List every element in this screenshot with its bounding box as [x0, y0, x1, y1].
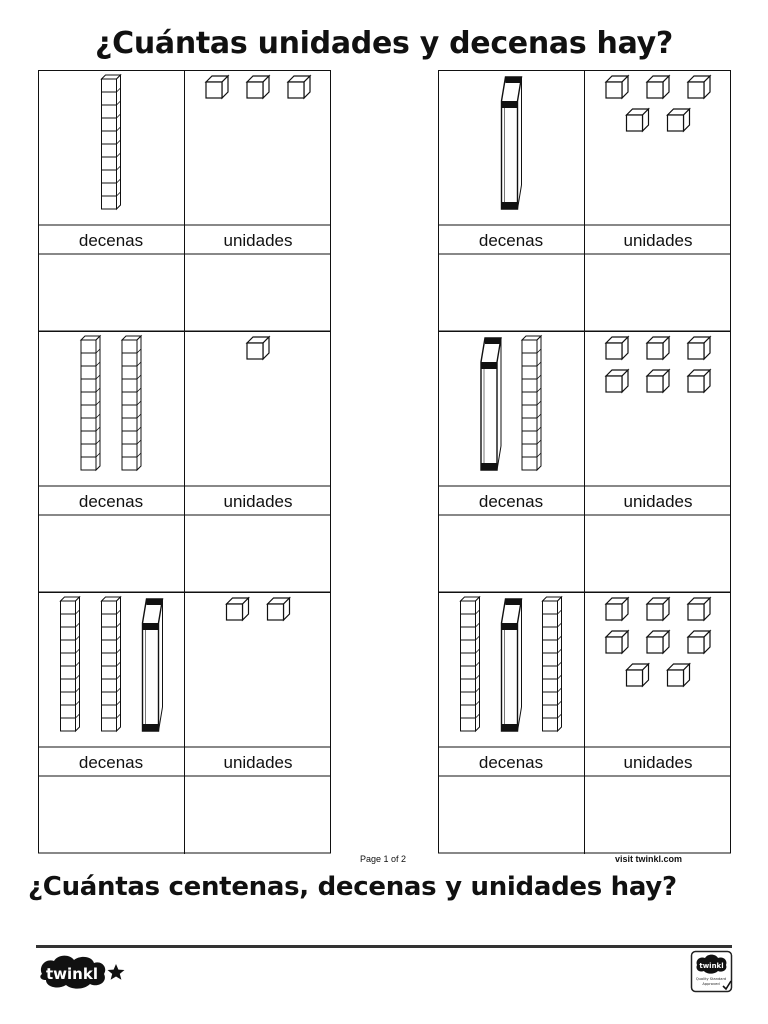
problem-5: [38, 592, 331, 854]
unit-cube-icon: [206, 76, 228, 98]
units-cell: [606, 337, 710, 392]
problem-3: [38, 331, 331, 593]
units-label: unidades: [223, 492, 293, 511]
tens-cell: [61, 597, 163, 731]
unit-cube-icon: [647, 337, 669, 359]
ten-rod-icon: [102, 75, 121, 209]
tens-label: decenas: [78, 492, 144, 511]
svg-text:Approved: Approved: [702, 982, 720, 986]
star-icon: [108, 964, 125, 980]
ten-rod-icon: [102, 597, 121, 731]
units-cell: [606, 598, 710, 686]
units-label: unidades: [623, 753, 693, 772]
tens-answer-box[interactable]: [39, 777, 184, 852]
unit-cube-icon: [647, 370, 669, 392]
twinkl-logo: [36, 952, 132, 992]
badge-text: twinkl: [699, 962, 724, 970]
unit-cube-icon: [688, 76, 710, 98]
tens-answer-box[interactable]: [439, 516, 584, 591]
tens-answer-box[interactable]: [39, 516, 184, 591]
units-label: unidades: [223, 231, 293, 250]
ten-flat-icon: [502, 599, 522, 731]
logo-text: twinkl: [46, 965, 98, 983]
unit-cube-icon: [688, 337, 710, 359]
units-label: unidades: [223, 753, 293, 772]
units-answer-box[interactable]: [185, 516, 330, 591]
unit-cube-icon: [288, 76, 310, 98]
unit-cube-icon: [688, 598, 710, 620]
unit-cube-icon: [688, 370, 710, 392]
units-label: unidades: [623, 492, 693, 511]
page-title: ¿Cuántas unidades y decenas hay?: [95, 26, 673, 61]
problem-6: [438, 592, 731, 854]
unit-cube-icon: [647, 76, 669, 98]
units-cell: [206, 76, 310, 98]
ten-rod-icon: [543, 597, 562, 731]
tens-cell: [102, 75, 121, 209]
tens-cell: [502, 77, 522, 209]
tens-label: decenas: [78, 231, 144, 250]
units-cell: [227, 598, 290, 620]
ten-rod-icon: [461, 597, 480, 731]
ten-flat-icon: [481, 338, 501, 470]
ten-rod-icon: [522, 336, 541, 470]
ten-flat-icon: [502, 77, 522, 209]
footer-divider: [36, 945, 732, 948]
unit-cube-icon: [606, 337, 628, 359]
ten-flat-icon: [143, 599, 163, 731]
tens-cell: [461, 597, 562, 731]
units-label: unidades: [623, 231, 693, 250]
unit-cube-icon: [627, 109, 649, 131]
svg-text:Quality Standard: Quality Standard: [695, 977, 727, 981]
units-cell: [247, 337, 269, 359]
quality-badge: [690, 950, 734, 994]
unit-cube-icon: [247, 76, 269, 98]
problem-4: [438, 331, 731, 593]
unit-cube-icon: [227, 598, 249, 620]
unit-cube-icon: [647, 631, 669, 653]
tens-label: decenas: [478, 492, 544, 511]
next-page-title: ¿Cuántas centenas, decenas y unidades hay?: [28, 872, 677, 902]
unit-cube-icon: [627, 664, 649, 686]
problem-2: [438, 70, 731, 332]
unit-cube-icon: [606, 598, 628, 620]
units-answer-box[interactable]: [585, 777, 730, 852]
ten-rod-icon: [81, 336, 100, 470]
unit-cube-icon: [247, 337, 269, 359]
tens-label: decenas: [478, 231, 544, 250]
tens-cell: [481, 336, 541, 470]
tens-label: decenas: [478, 753, 544, 772]
visit-link[interactable]: visit twinkl.com: [615, 854, 683, 864]
unit-cube-icon: [668, 664, 690, 686]
unit-cube-icon: [268, 598, 290, 620]
tens-answer-box[interactable]: [439, 777, 584, 852]
page-number: Page 1 of 2: [360, 854, 407, 864]
ten-rod-icon: [122, 336, 141, 470]
unit-cube-icon: [688, 631, 710, 653]
unit-cube-icon: [606, 631, 628, 653]
unit-cube-icon: [606, 370, 628, 392]
units-answer-box[interactable]: [585, 516, 730, 591]
unit-cube-icon: [647, 598, 669, 620]
ten-rod-icon: [61, 597, 80, 731]
unit-cube-icon: [668, 109, 690, 131]
problem-1: [38, 70, 331, 332]
unit-cube-icon: [606, 76, 628, 98]
tens-answer-box[interactable]: [439, 255, 584, 330]
units-answer-box[interactable]: [185, 777, 330, 852]
tens-label: decenas: [78, 753, 144, 772]
units-answer-box[interactable]: [185, 255, 330, 330]
tens-cell: [81, 336, 141, 470]
units-cell: [606, 76, 710, 131]
tens-answer-box[interactable]: [39, 255, 184, 330]
units-answer-box[interactable]: [585, 255, 730, 330]
